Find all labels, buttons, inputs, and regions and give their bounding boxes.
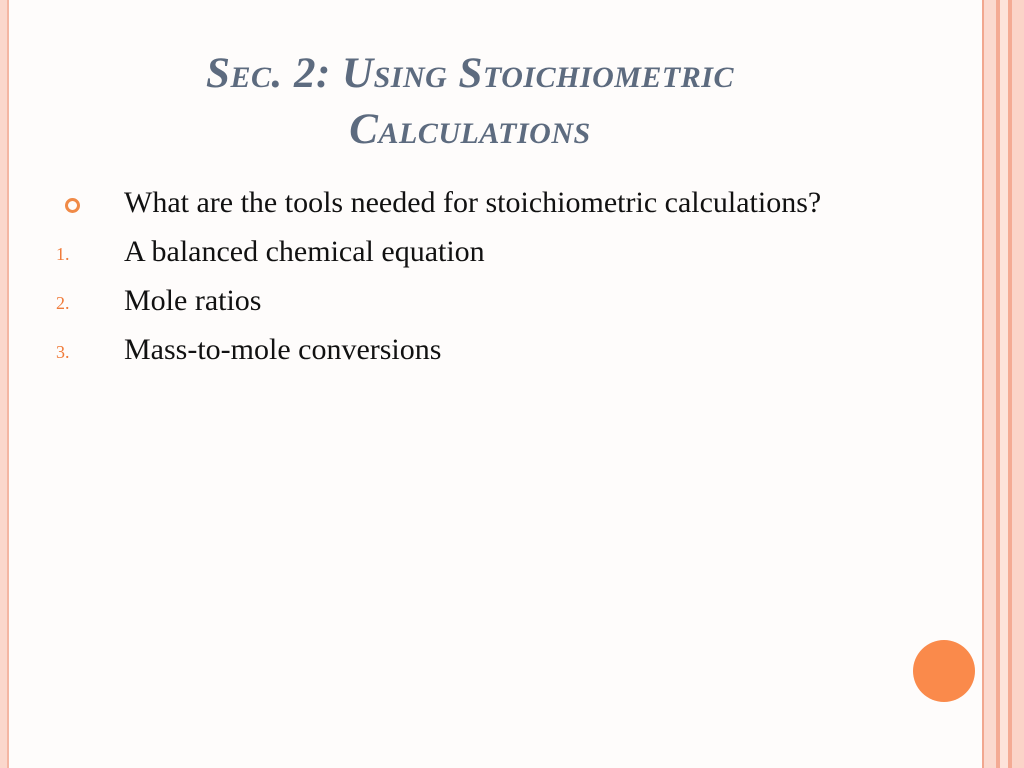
stripe	[1012, 0, 1024, 768]
list-item	[56, 233, 856, 271]
list-number: 1.	[56, 244, 70, 264]
list-item-text: Mole ratios	[124, 284, 262, 317]
list-number: 3.	[56, 342, 70, 362]
left-border-stripe	[0, 0, 9, 768]
list-number: 2.	[56, 293, 70, 313]
list-item-text: A balanced chemical equation	[124, 235, 485, 268]
orange-circle-icon	[913, 640, 975, 702]
right-decorative-stripes	[976, 0, 1024, 768]
list-item	[56, 282, 856, 320]
slide-body	[56, 184, 856, 380]
question-text: What are the tools needed for stoichiometric calculations?	[124, 186, 822, 219]
bullet-item	[56, 184, 856, 222]
slide-title: Sec. 2: Using Stoichiometric Calculations	[206, 50, 734, 153]
ring-bullet-icon	[65, 198, 80, 213]
list-item-text: Mass-to-mole conversions	[124, 333, 442, 366]
stripe	[984, 0, 996, 768]
list-item	[56, 331, 856, 369]
stripe	[1000, 0, 1008, 768]
